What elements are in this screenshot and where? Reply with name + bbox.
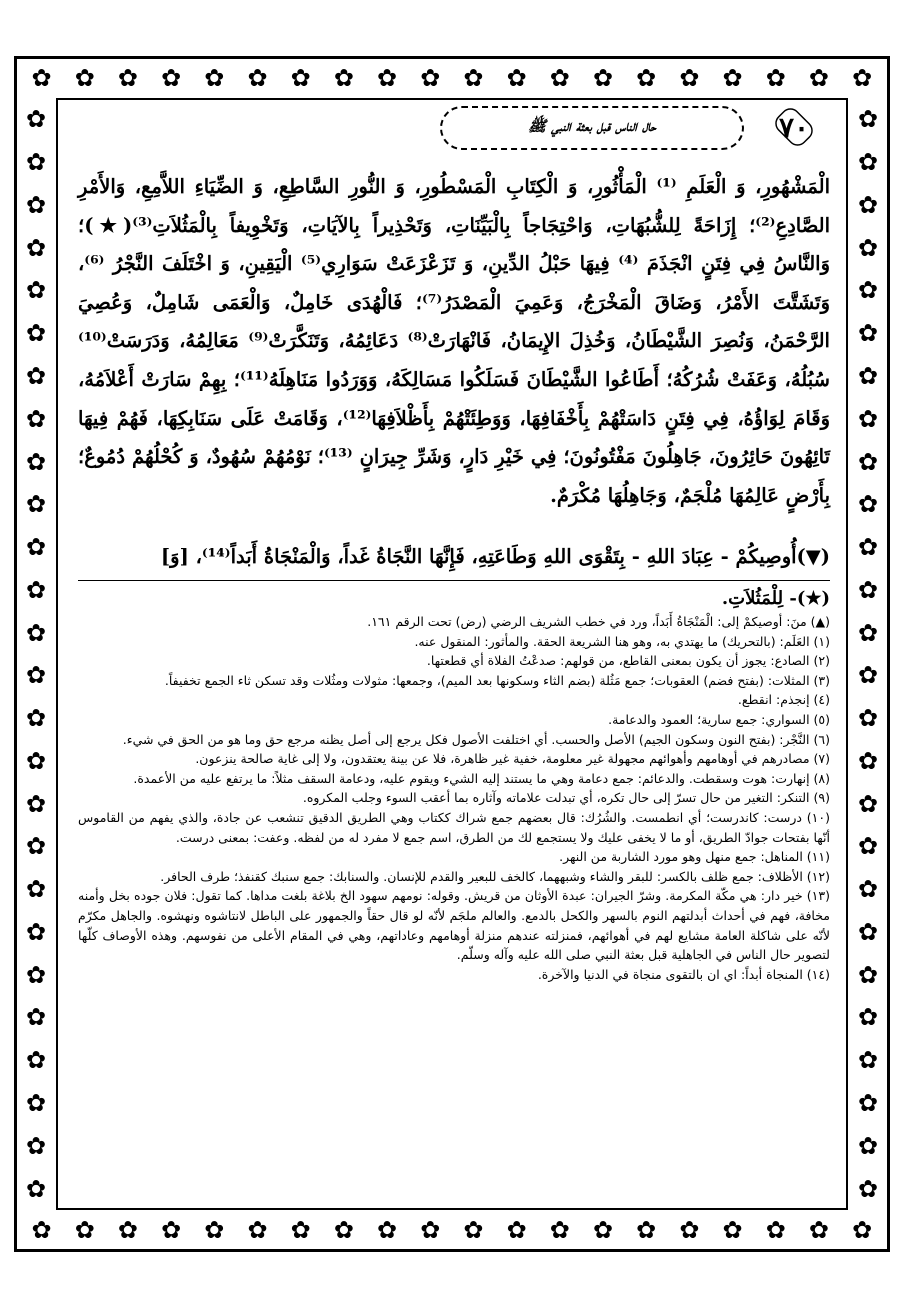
footnote: (١٠) درست: كاندرست؛ أي انطمست. والشُرُك: قال بعضهم جمع شراك ككتاب وهي الطريق الدقيق تنشعب عن جادة، والذي يفهم من القاموس أنّها بفتحات جوادّ الطريق، أو ما لا يخفى عليك ولا يستجمع لك من الطرق، اسم جمع لا مفرد له من لفظه. وعفت: بمعنى درست.	[78, 809, 830, 845]
flower-icon: ✿	[857, 319, 879, 348]
flower-icon: ✿	[857, 447, 879, 476]
flower-icon: ✿	[25, 832, 47, 861]
flower-icon: ✿	[25, 618, 47, 647]
flower-icon: ✿	[247, 64, 268, 92]
footnote: (▲) منَ: أوصيكمْ إلى: الْمَنْجَاةُ أَبَداً، ورد في خطب الشريف الرضي (رض) تحت الرقم ١٦١.	[367, 614, 830, 629]
flower-icon: ✿	[25, 404, 47, 433]
page-number-text: ٧٠	[778, 110, 810, 144]
flower-icon: ✿	[333, 1216, 354, 1244]
flower-icon: ✿	[25, 533, 47, 562]
flower-icon: ✿	[592, 1216, 614, 1244]
footnotes	[78, 612, 830, 984]
flower-icon: ✿	[25, 789, 47, 818]
flower-icon: ✿	[117, 64, 139, 92]
flower-icon: ✿	[857, 361, 879, 390]
main-text	[78, 168, 830, 515]
flower-icon: ✿	[506, 1216, 527, 1244]
star-note-text: (★)- لِلْمَثُلاَتِ.	[721, 588, 830, 609]
flower-icon: ✿	[74, 1216, 95, 1244]
flower-icon: ✿	[25, 148, 47, 177]
flower-icon: ✿	[636, 1216, 657, 1244]
footnote: (١٤) المنجاة أبداً: اي ان بالتقوى منجاة في الدنيا والآخرة.	[537, 966, 830, 982]
flower-icon: ✿	[25, 917, 47, 946]
flower-icon: ✿	[25, 575, 47, 604]
flower-icon: ✿	[204, 64, 225, 92]
flower-icon: ✿	[549, 1216, 570, 1244]
flower-icon: ✿	[857, 190, 879, 219]
footnote: (١١) المناهل: جمع منهل وهو مورد الشاربة من النهر.	[559, 849, 830, 865]
flower-icon: ✿	[377, 1216, 398, 1244]
flower-icon: ✿	[679, 64, 700, 92]
footnote: (٧) مصادرهم في أوهامهم وأهوائهم مجهولة غير معلومة، خفية غير ظاهرة، فلا عن بينة يعتقدون، ولا إلى غاية صالحة ينزعون.	[195, 751, 830, 767]
flower-icon: ✿	[857, 960, 879, 989]
footnote: (١٣) خير دار: هي مكّة المكرمة. وشرّ الجيران: عبدة الأوثان من قريش. وقوله: نومهم سهود الخ بلاغة بلغت مداها. كما تقول: فلان جوده بخل وأمنه مخافة، فهم في أحداث أبدلتهم النوم بالسهر والكحل بالدمع. والعالم ملجَم لأنّه لو قال حقاً والجمهور على الباطل لانتاشوه ونهشوه. والجاهل مكرّم لأنّه على شاكلة العامة مشايع لهم في أهوائهم، فمنزلته عندهم منزلة أوهامهم وعاداتهم، وهي في المقام الأعلى من نفوسهم. وهذه الأوصاف كلّها لتصوير حال الناس في الجاهلية قبل بعثة النبي صلى الله عليه وآله وسلّم.	[78, 888, 830, 963]
flower-icon: ✿	[25, 361, 47, 390]
flower-icon: ✿	[765, 64, 786, 92]
flower-icon: ✿	[161, 64, 182, 92]
flower-icon: ✿	[765, 1216, 786, 1244]
flower-icon: ✿	[857, 404, 879, 433]
flower-icon: ✿	[25, 105, 47, 134]
footnote: (٨) إنهارت: هوت وسقطت. والدعائم: جمع دعامة وهي ما يستند إليه الشيء ويقوم عليه، ودعامة السقف مثلاً: ما يرتفع عليه من الأعمدة.	[133, 770, 830, 786]
star-note	[78, 584, 830, 614]
flower-icon: ✿	[857, 233, 879, 262]
flower-icon: ✿	[161, 1216, 182, 1244]
ornament-border-top	[20, 60, 884, 96]
flower-icon: ✿	[857, 105, 879, 134]
flower-icon: ✿	[25, 1046, 47, 1075]
running-title-text: حال الناس قبل بعثة النبي ﷺ	[528, 117, 656, 135]
flower-icon: ✿	[25, 490, 47, 519]
flower-icon: ✿	[247, 1216, 268, 1244]
flower-icon: ✿	[808, 64, 830, 92]
flower-icon: ✿	[857, 1088, 879, 1117]
flower-icon: ✿	[506, 64, 527, 92]
flower-icon: ✿	[857, 917, 879, 946]
recommendation-text: (▼)أُوصِيكُمْ - عِبَادَ اللهِ - بِتَقْوَى اللهِ وَطَاعَتِهِ، فَإِنَّهَا النَّجَاةُ غَداً، وَالْمَنْجَاةُ أَبَداً⁽¹⁴⁾، [وَ]	[160, 545, 830, 568]
flower-icon: ✿	[74, 64, 95, 92]
flower-icon: ✿	[25, 233, 47, 262]
flower-icon: ✿	[592, 64, 614, 92]
ornament-border-left	[18, 98, 54, 1210]
flower-icon: ✿	[679, 1216, 700, 1244]
footnote: (١٢) الأظلاف: جمع ظلف بالكسر: للبقر والشاء وشبههما، كالخف للبعير والقدم للإنسان. والسنابك: جمع سنبك كقنفذ؛ طرف الحافر.	[160, 868, 830, 884]
flower-icon: ✿	[857, 276, 879, 305]
flower-icon: ✿	[31, 64, 52, 92]
recommendation-line	[78, 538, 830, 576]
flower-icon: ✿	[420, 1216, 441, 1244]
flower-icon: ✿	[25, 875, 47, 904]
footnote: (١) العَلَم: (بالتحريك) ما يهتدي به، وهو هنا الشريعة الحقة. والمأثور: المنقول عنه.	[414, 633, 830, 649]
flower-icon: ✿	[857, 875, 879, 904]
flower-icon: ✿	[25, 661, 47, 690]
page-number	[762, 104, 826, 150]
flower-icon: ✿	[290, 64, 311, 92]
flower-icon: ✿	[25, 1003, 47, 1032]
flower-icon: ✿	[204, 1216, 225, 1244]
flower-icon: ✿	[722, 64, 743, 92]
footnote: (٩) التنكر: التغير من حال تسرّ إلى حال تكره، أي تبدلت علاماته وآثاره بما أعقب السوء وجلب المكروه.	[302, 790, 830, 806]
flower-icon: ✿	[463, 1216, 484, 1244]
flower-icon: ✿	[420, 64, 441, 92]
flower-icon: ✿	[25, 704, 47, 733]
flower-icon: ✿	[857, 575, 879, 604]
ornament-border-right	[850, 98, 886, 1210]
flower-icon: ✿	[25, 746, 47, 775]
footnote-divider	[78, 580, 830, 581]
flower-icon: ✿	[463, 64, 484, 92]
running-title	[440, 106, 744, 150]
page-header	[78, 104, 830, 152]
flower-icon: ✿	[377, 64, 398, 92]
flower-icon: ✿	[857, 1046, 879, 1075]
flower-icon: ✿	[25, 1174, 47, 1203]
footnote: (٤) إنجذم: انقطع.	[737, 692, 830, 708]
flower-icon: ✿	[25, 447, 47, 476]
flower-icon: ✿	[25, 960, 47, 989]
footnote: (٢) الصادع: يجوز أن يكون بمعنى القاطع، من قولهم: صدعْتُ الفلاة أي قطعتها.	[426, 653, 830, 669]
flower-icon: ✿	[25, 319, 47, 348]
flower-icon: ✿	[333, 64, 354, 92]
flower-icon: ✿	[857, 832, 879, 861]
flower-icon: ✿	[722, 1216, 743, 1244]
flower-icon: ✿	[857, 533, 879, 562]
flower-icon: ✿	[857, 148, 879, 177]
flower-icon: ✿	[857, 618, 879, 647]
flower-icon: ✿	[290, 1216, 311, 1244]
flower-icon: ✿	[25, 276, 47, 305]
flower-icon: ✿	[25, 1088, 47, 1117]
flower-icon: ✿	[25, 1131, 47, 1160]
flower-icon: ✿	[857, 490, 879, 519]
flower-icon: ✿	[852, 64, 873, 92]
flower-icon: ✿	[857, 1174, 879, 1203]
flower-icon: ✿	[31, 1216, 52, 1244]
footnote: (٦) النَّجْر: (بفتح النون وسكون الجيم) الأصل والحسب. أي اختلفت الأصول فكل يرجع إلى أصل يظنه مرجع حق وما هو من الحق في شيء.	[122, 731, 830, 747]
flower-icon: ✿	[808, 1216, 830, 1244]
flower-icon: ✿	[857, 661, 879, 690]
footnote: (٣) المثلات: (بفتح فضم) العقوبات؛ جمع مَثُلة (بضم الثاء وسكونها بعد الميم)، وجمعها: مثولات ومثُلات وقد تسكن ثاء الجمع تخفيفاً.	[164, 672, 830, 688]
flower-icon: ✿	[549, 64, 570, 92]
flower-icon: ✿	[857, 1003, 879, 1032]
flower-icon: ✿	[857, 1131, 879, 1160]
flower-icon: ✿	[857, 746, 879, 775]
main-paragraph: الْمَشْهُورِ، وَ الْعَلَمِ ⁽¹⁾ الْمَأْثُورِ، وَ الْكِتَابِ الْمَسْطُورِ، وَ النُّورِ السَّاطِعِ، وَ الضِّيَاءِ اللاَّمِعِ، وَالأَمْرِ الصَّادِعِ⁽²⁾؛ إِزَاحَةً لِلشُّبُهَاتِ، وَاحْتِجَاجاً بِالْبَيِّنَاتِ، وَتَحْذِيراً بِالآيَاتِ، وَتَخْوِيفاً بِالْمَثُلاَتِ⁽³⁾(★)؛ وَالنَّاسُ فِي فِتَنٍ انْجَذَمَ ⁽⁴⁾ فِيهَا حَبْلُ الدِّينِ، وَ تَزَعْزَعَتْ سَوَارِي⁽⁵⁾ الْيَقِينِ، وَ اخْتَلَفَ النَّجْرُ ⁽⁶⁾، وَتَشَتَّتَ الأَمْرُ، وَضَاقَ الْمَخْرَجُ، وَعَمِيَ الْمَصْدَرُ⁽⁷⁾؛ فَالْهُدَى خَامِلٌ، وَالْعَمَى شَامِلٌ، وَعُصِيَ الرَّحْمَنُ، وَنُصِرَ الشَّيْطَانُ، وَخُذِلَ الإِيمَانُ، فَانْهَارَتْ⁽⁸⁾ دَعَائِمُهُ، وَتَنَكَّرَتْ⁽⁹⁾ مَعَالِمُهُ، وَدَرَسَتْ⁽¹⁰⁾ سُبُلُهُ، وَعَفَتْ شُرُكُهُ؛ أَطَاعُوا الشَّيْطَانَ فَسَلَكُوا مَسَالِكَهُ، وَوَرَدُوا مَنَاهِلَهُ⁽¹¹⁾؛ بِهِمْ سَارَتْ أَعْلاَمُهُ، وَقَامَ لِوَاؤُهُ، فِي فِتَنٍ دَاسَتْهُمْ بِأَخْفَافِهَا، وَوَطِئَتْهُمْ بِأَظْلاَفِهَا⁽¹²⁾، وَقَامَتْ عَلَى سَنَابِكِهَا، فَهُمْ فِيهَا تَائِهُونَ حَائِرُونَ، جَاهِلُونَ مَفْتُونُونَ؛ فِي خَيْرِ دَارٍ، وَشَرِّ جِيرَانٍ ⁽¹³⁾؛ نَوْمُهُمْ سُهُودٌ، وَ كُحْلُهُمْ دُمُوعٌ؛ بِأَرْضٍ عَالِمُهَا مُلْجَمٌ، وَجَاهِلُهَا مُكْرَمٌ.	[78, 175, 831, 507]
ornament-border-bottom	[20, 1212, 884, 1248]
flower-icon: ✿	[117, 1216, 139, 1244]
footnote: (٥) السواري: جمع سارية؛ العمود والدعامة.	[608, 711, 830, 727]
flower-icon: ✿	[852, 1216, 873, 1244]
flower-icon: ✿	[25, 190, 47, 219]
flower-icon: ✿	[857, 789, 879, 818]
flower-icon: ✿	[857, 704, 879, 733]
flower-icon: ✿	[636, 64, 657, 92]
